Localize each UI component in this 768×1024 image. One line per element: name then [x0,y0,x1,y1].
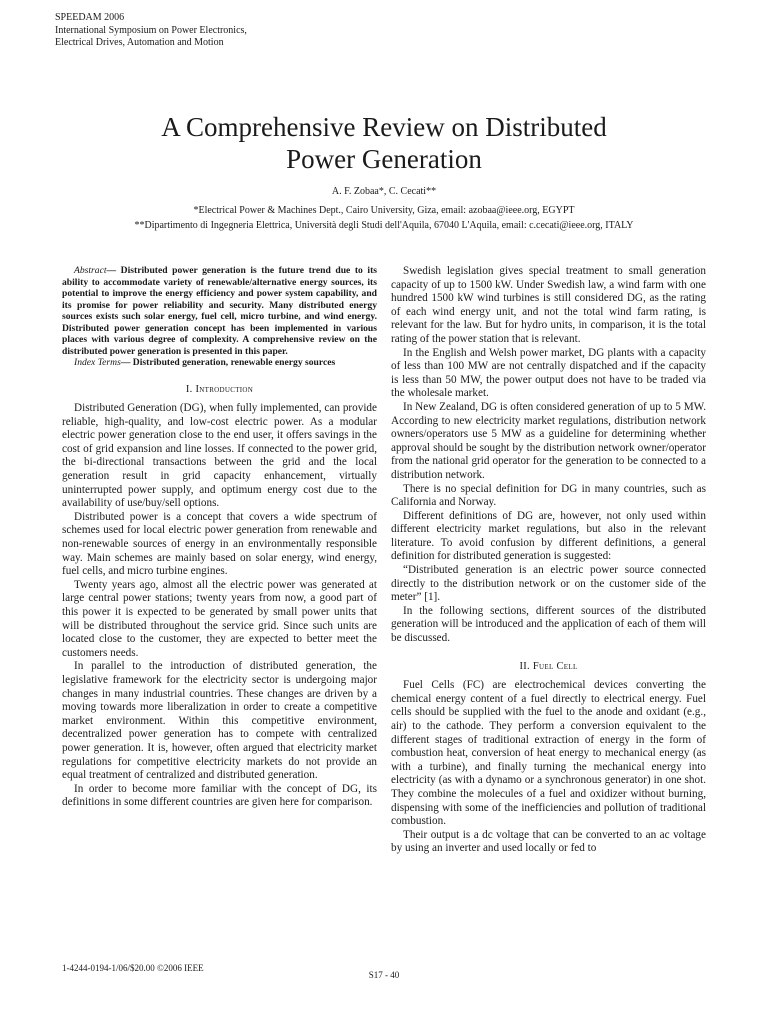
conference-header [55,12,247,50]
paragraph: In New Zealand, DG is often considered generation of up to 5 MW. According to new electricity market regulations, distribution network owners/operators use 5 MW as a guideline for determining whether approval should be sought by the distribution network owner/operator from the national grid operator for the generation to be connected to a distribution network. [391,400,706,481]
left-column [62,265,377,810]
paragraph: Twenty years ago, almost all the electric power was generated at large central power stations; twenty years from now, a good part of this power it is expected to be generated by small power units that will be distributed throughout the service grid. Since such units are located close to the customer, they are expected to better meet the customers needs. [62,578,377,659]
right-column [391,265,706,856]
conference-name: SPEEDAM 2006 [55,12,125,23]
paragraph: In the English and Welsh power market, DG plants with a capacity of less than 100 MW are not centrally dispatched and if the capacity is less than 50 MW, the power output does not have to be traded via the wholesale market. [391,346,706,400]
paragraph: Distributed power is a concept that covers a wide spectrum of schemes used for local electric power generation from renewable and non-renewable sources of energy in an environmentally responsible way. Main schemes are mainly based on solar energy, wind energy, fuel cells, and micro turbine engines. [62,510,377,578]
paper-title-line1: A Comprehensive Review on Distributed [161,112,607,142]
abstract-text: — Distributed power generation is the future trend due to its ability to accommodate variety of renewable/alternative energy sources, its potential to improve the energy efficiency and power system capability, and its promise for power reliability and security. Many distributed energy sources exists such solar energy, fuel cell, micro turbine, and wind energy. Distributed power generation concept has been implemented in various places with various degree of complexity. A comprehensive review on the distributed power generation is presented in this paper. [62,265,377,357]
paragraph: Swedish legislation gives special treatment to small generation capacity of up to 1500 kW. Under Swedish law, a wind farm with one hundred 1500 kW wind turbines is still considered DG, as the rating of each wind energy unit, and not the total wind farm rating, is relevant for the law. But for hydro units, in comparison, it is the total rating of the power station that is relevant. [391,265,706,345]
section-heading-introduction: I. Introduction [185,383,254,395]
author-list: A. F. Zobaa*, C. Cecati** [331,186,437,197]
paragraph: There is no special definition for DG in many countries, such as California and Norway. [391,482,706,509]
paragraph: In order to become more familiar with the concept of DG, its definitions in some different countries are given here for comparison. [62,782,377,809]
page-number: S17 - 40 [368,970,400,980]
paper-title [0,111,768,175]
index-terms [62,357,377,369]
paragraph: “Distributed generation is an electric power source connected directly to the distribution network or on the customer side of the meter” [1]. [391,564,706,604]
paragraph: In the following sections, different sources of the distributed generation will be introduced and the application of each of them will be discussed. [391,604,706,645]
index-terms-text: — Distributed generation, renewable energy sources [120,357,336,368]
paragraph: Different definitions of DG are, however, not only used within different electricity market regulations, but also in the relevant literature. To avoid confusion by different definitions, a general definition for distributed generation is suggested: [391,509,706,563]
paragraph: In parallel to the introduction of distributed generation, the legislative framework for the electricity sector is undergoing major changes in many industrial countries. These changes are driven by a moving towards more liberalization in order to create a competitive market environment. Within this competitive environment, decentralized power generation has to compete with centralized power generation. It is, however, often argued that electricity market regulations for competitive electricity markets do not provide an equal treatment of centralized and distributed generation. [62,660,377,782]
section-heading-fuel-cell: II. Fuel Cell [519,660,578,672]
abstract-lead: Abstract [74,265,107,276]
conference-subtitle-line1: International Symposium on Power Electronics, [55,24,247,36]
paper-title-line2: Power Generation [286,144,482,174]
index-terms-lead: Index Terms [74,357,121,368]
paragraph: Distributed Generation (DG), when fully implemented, can provide reliable, high-quality, and low-cost electric power. As a modular electric power generation close to the end user, it offers savings in the cost of grid expansion and line losses. If connected to the power grid, the bi-directional transactions between the grid and the local generation result in grid capacity enhancement, virtually uninterrupted power supply, and optimum energy cost due to the availability of use/buy/sell options. [62,402,377,510]
copyright-footer: 1-4244-0194-1/06/$20.00 ©2006 IEEE [62,963,204,973]
affiliation-1: *Electrical Power & Machines Dept., Cairo University, Giza, email: azobaa@ieee.org, EGYPT [193,205,575,216]
affiliation-2: **Dipartimento di Ingegneria Elettrica, Università degli Studi dell'Aquila, 67040 L'Aquila, email: c.cecati@ieee.org, ITALY [134,220,634,231]
conference-subtitle-line2: Electrical Drives, Automation and Motion [55,37,224,48]
paragraph: Fuel Cells (FC) are electrochemical devices converting the chemical energy content of a fuel directly to electrical energy. Fuel cells should be supplied with the fuel to the anode and oxidant (e.g., air) to the cathode. They perform a conversion equivalent to the different stages of traditional extraction of energy in the form of combustion heat, conversion of heat energy to mechanical energy (as with a turbine), and finally turning the mechanical energy into electricity (as with a dynamo or a synchronous generator) in one shot. They combine the molecules of a fuel and oxidizer without burning, dispensing with some of the inefficiencies and pollution of traditional combustion. [391,679,706,828]
abstract [62,265,377,357]
paragraph: Their output is a dc voltage that can be converted to an ac voltage by using an inverter and used locally or fed to [391,828,706,855]
